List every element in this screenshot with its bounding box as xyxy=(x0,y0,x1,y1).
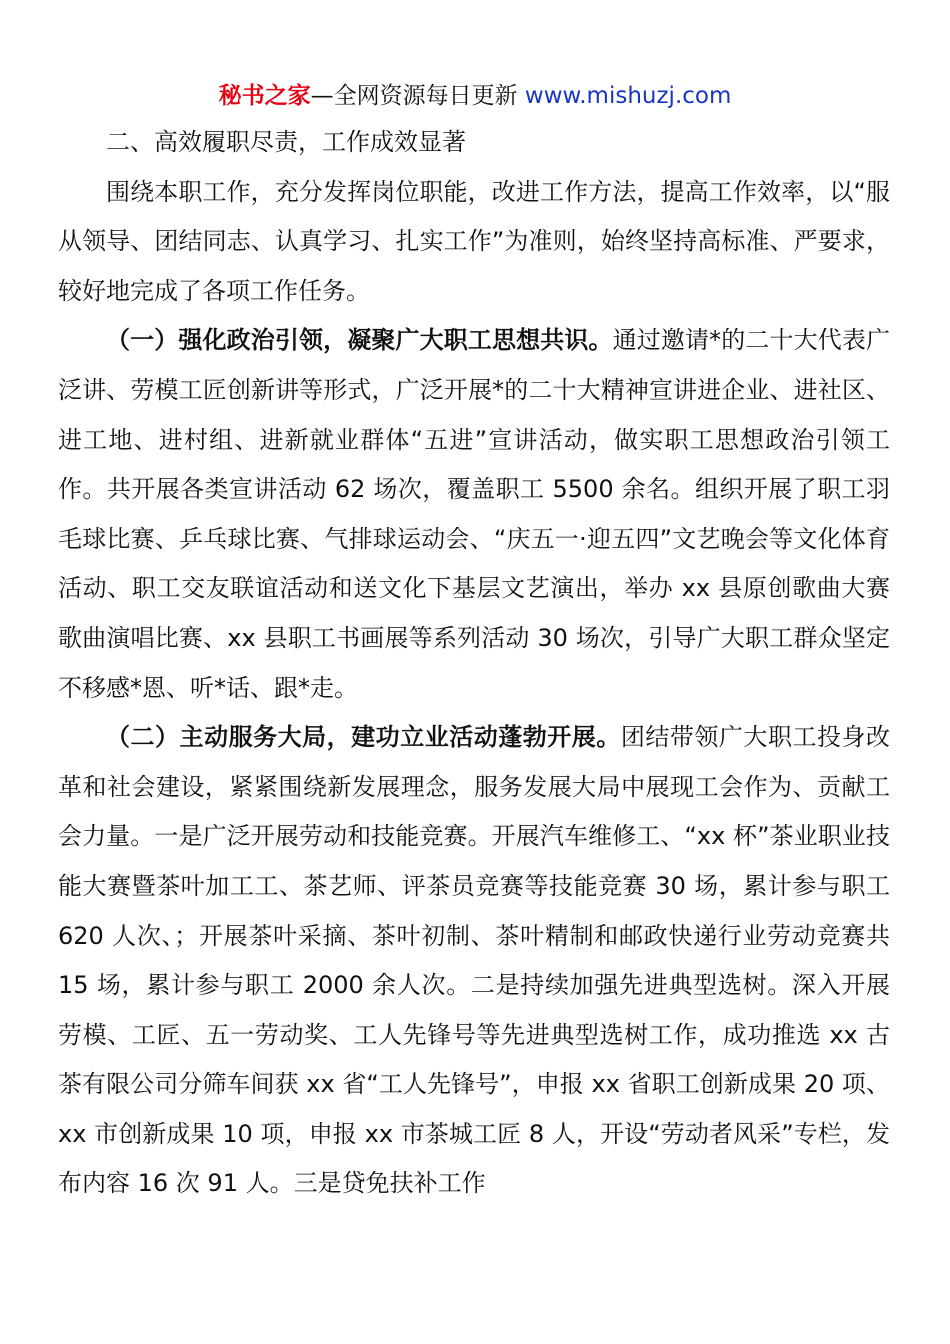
header-separator: — xyxy=(310,83,334,109)
site-url-link[interactable]: www.mishuzj.com xyxy=(524,83,732,109)
header-tagline: 全网资源每日更新 xyxy=(333,83,518,109)
section-title: 二、高效履职尽责，工作成效显著 xyxy=(106,128,466,156)
document-body xyxy=(58,118,890,1209)
item-1-body: 通过邀请*的二十大代表广泛讲、劳模工匠创新讲等形式，广泛开展*的二十大精神宣讲进企业、进社区、进工地、进村组、进新就业群体“五进”宣讲活动，做实职工思想政治引领工作。共开展各类宣讲活动 62 场次，覆盖职工 5500 余名。组织开展了职工羽毛球比赛、乒乓球比赛、气排球运动会、“庆五一·迎五四”文艺晚会等文化体育活动、职工交友联谊活动和送文化下基层文艺演出，举办 xx 县原创歌曲大赛歌曲演唱比赛、xx 县职工书画展等系列活动 30 场次，引导广大职工群众坚定不移感*恩、听*话、跟*走。 xyxy=(58,326,890,702)
item-1-lead: （一）强化政治引领，凝聚广大职工思想共识。 xyxy=(106,326,613,355)
brand-name: 秘书之家 xyxy=(218,83,311,109)
item-2-body: 团结带领广大职工投身改革和社会建设，紧紧围绕新发展理念，服务发展大局中展现工会作为、贡献工会力量。一是广泛开展劳动和技能竞赛。开展汽车维修工、“xx 杯”茶业职业技能大赛暨茶叶加工工、茶艺师、评茶员竞赛等技能竞赛 30 场，累计参与职工 620 人次、；开展茶叶采摘、茶叶初制、茶叶精制和邮政快递行业劳动竞赛共 15 场，累计参与职工 2000 余人次。二是持续加强先进典型选树。深入开展劳模、工匠、五一劳动奖、工人先锋号等先进典型选树工作，成功推选 xx 古茶有限公司分筛车间获 xx 省“工人先锋号”，申报 xx 省职工创新成果 20 项、xx 市创新成果 10 项，申报 xx 市茶城工匠 8 人，开设“劳动者风采”专栏，发布内容 16 次 91 人。三是贷免扶补工作 xyxy=(58,723,891,1198)
item-1-paragraph xyxy=(58,316,890,713)
item-2-paragraph xyxy=(58,713,890,1209)
item-2-lead: （二）主动服务大局，建功立业活动蓬勃开展。 xyxy=(106,723,621,752)
intro-paragraph: 围绕本职工作，充分发挥岗位职能，改进工作方法，提高工作效率，以“服从领导、团结同志、认真学习、扎实工作”为准则，始终坚持高标准、严要求，较好地完成了各项工作任务。 xyxy=(58,177,890,305)
site-header xyxy=(0,78,950,114)
